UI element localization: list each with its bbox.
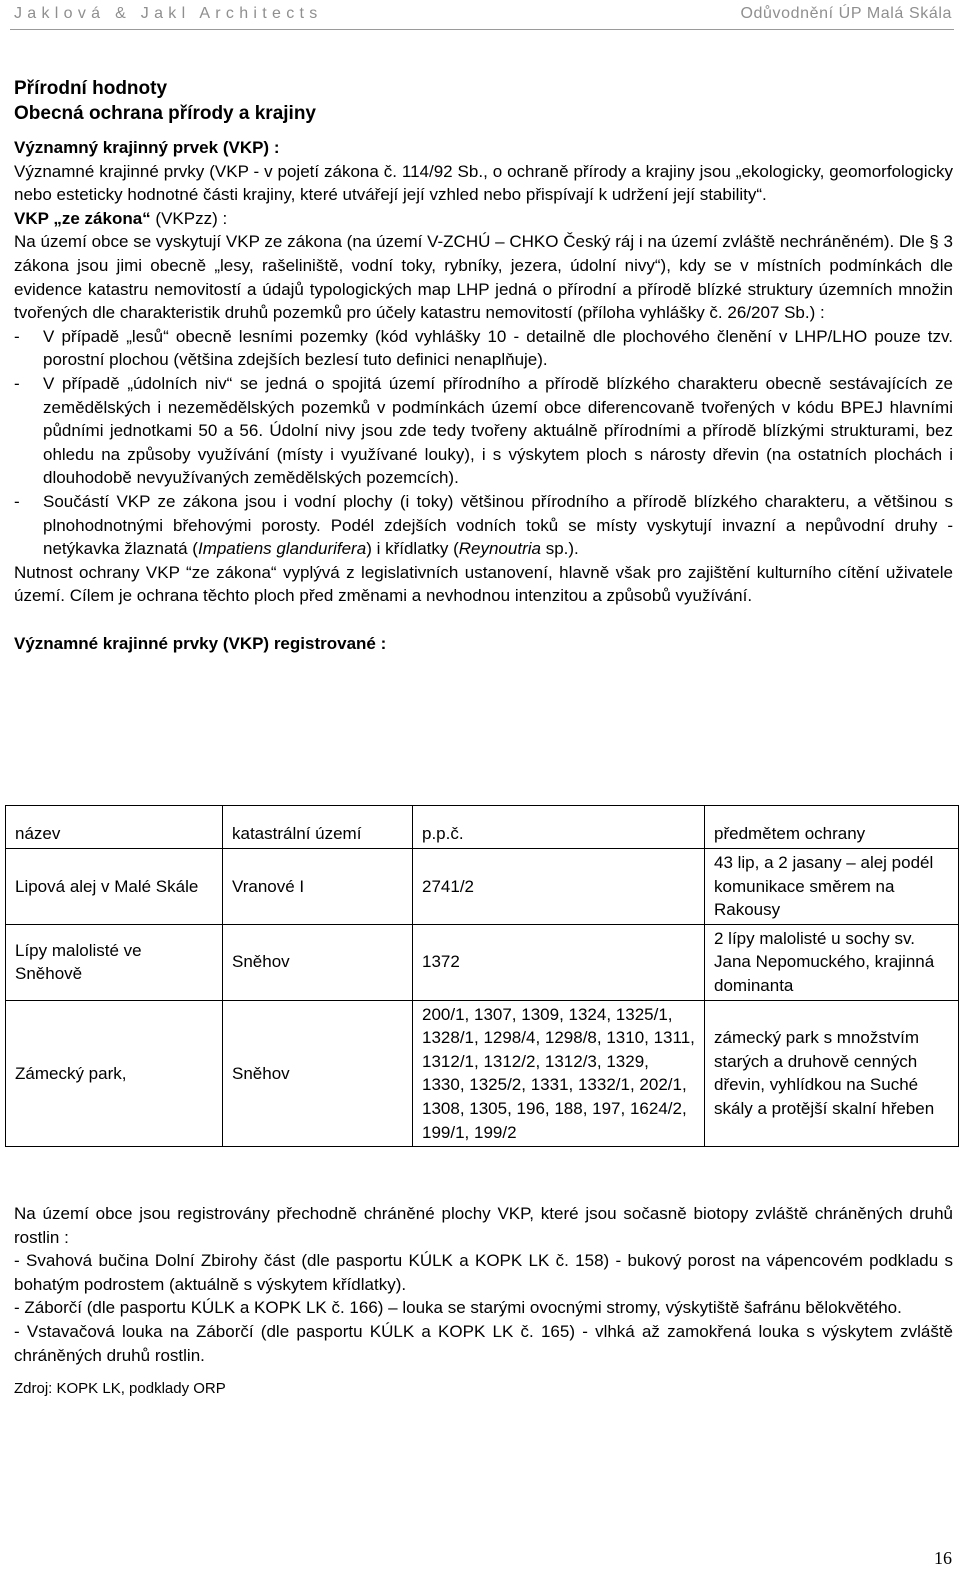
source-note: Zdroj: KOPK LK, podklady ORP [14,1380,226,1398]
list-item-floodplains-text: V případě „údolních niv“ se jedná o spojitá území přírodního a přírodě blízkého charakteru obecně sestávajících ze zemědělských i nezemědělských pozemků v podmínkách území obce diferencovaně tvořených v kódu BPEJ hlavními půdními jednotkami 50 a 56. Údolní nivy jsou zde tedy tvořeny aktuálně přírodními a přírodě blízkými strukturami, bez ohledu na způsoby využívání (místy i využívané louky), i s výskytem ploch s nárosty dřevin (na ostatních plochách i dlouhodobě nevyužívaných zemědělských pozemcích). [43,373,953,488]
species-impatiens: Impatiens glandurifera [197,539,367,559]
temporary-vkp-item: - Svahová bučina Dolní Zbirohy část (dle pasportu KÚLK a KOPK LK č. 158) - bukový porost na vápencovém podkladu s bohatým podrostem (aktuálně s výskytem křídlatky). [14,1251,953,1294]
list-item-floodplains [14,372,953,490]
section-subtitle: Obecná ochrana přírody a krajiny [14,103,316,124]
header-company: Jaklová & Jakl Architects [14,5,323,22]
main-content [14,76,953,655]
table-cell: 2741/2 [413,849,705,925]
header-divider [10,29,954,30]
vkp-zz-paragraph: Na území obce se vyskytují VKP ze zákona (na území V-ZCHÚ – CHKO Český ráj i na území zvláště nechráněném). Dle § 3 zákona jsou jimi obecně „lesy, rašeliniště, vodní toky, rybníky, jezera, údolní nivy“), kdy se v místních podmínkách dle evidence katastru nemovitostí a údajů typologických map LHP jedná o přírodní a přírodě blízké struktury územních množin tvořených dle charakteristik druhů pozemků pro účely katastru nemovitostí (příloha vyhlášky č. 26/207 Sb.) : [14,232,953,323]
list-dash: - [14,326,20,346]
water-text-c: sp.). [540,539,579,559]
table-header-name: název [6,806,223,849]
table-cell: Lipová alej v Malé Skále [6,849,223,925]
temporary-vkp-item: - Vstavačová louka na Záborčí (dle pasportu KÚLK a KOPK LK č. 165) - vlhká až zamokřená louka s výskytem zvláště chráněných druhů rostlin. [14,1321,953,1365]
list-dash: - [14,491,20,511]
vkp-heading: Významný krajinný prvek (VKP) : [14,138,280,157]
vkp-zz-heading [14,207,953,231]
table-row [6,1000,959,1147]
list-item-water-text [43,492,953,558]
vkp-zz-heading-rest: (VKPzz) : [150,208,228,228]
table-header-protection: předmětem ochrany [705,806,959,849]
table-header-parcel: p.p.č. [413,806,705,849]
header-document-title: Odůvodnění ÚP Malá Skála [740,5,952,22]
table-cell: 1372 [413,924,705,1000]
list-dash: - [14,373,20,393]
table-cell: Sněhov [223,1000,413,1147]
table-cell: 43 lip, a 2 jasany – alej podél komunikace směrem na Rakousy [705,849,959,925]
temporary-vkp-intro: Na území obce jsou registrovány přechodně chráněné plochy VKP, které jsou sočasně biotopy zvláště chráněných druhů rostlin : [14,1204,953,1247]
vkp-registered-table [5,805,959,1147]
page-header [0,0,960,30]
water-text-a: Součástí VKP ze zákona jsou i vodní plochy (i toky) většinou přírodního a přírodě blízkého charakteru, a většinou s plnohodnotnými břehovými porosty. Podél zdejších vodních toků se místy vyskytují invazní a nepůvodní druhy - netýkavka žlaznatá ( [43,491,953,559]
table-cell: Lípy malolisté ve Sněhově [6,924,223,1000]
page-number: 16 [934,1548,952,1568]
temporary-vkp-section [14,1202,953,1401]
table-row [6,924,959,1000]
table-cell: 200/1, 1307, 1309, 1324, 1325/1, 1328/1, 1298/4, 1298/8, 1310, 1311, 1312/1, 1312/2, 1312/3, 1329, 1330, 1325/2, 1331, 1332/1, 202/1, 1308, 1305, 196, 188, 197, 1624/2, 199/1, 199/2 [413,1000,705,1147]
table-cell: Zámecký park, [6,1000,223,1147]
table-cell: zámecký park s množstvím starých a druhově cenných dřevin, vyhlídkou na Suché skály a protější skalní hřeben [705,1000,959,1147]
table-row [6,849,959,925]
temporary-vkp-item: - Záborčí (dle pasportu KÚLK a KOPK LK č. 166) – louka se starými ovocnými stromy, výskytiště šafránu bělokvětého. [14,1298,902,1318]
vkp-definition: Významné krajinné prvky (VKP - v pojetí zákona č. 114/92 Sb., o ochraně přírody a krajiny jsou „ekologicky, geomorfologicky nebo esteticky hodnotné části krajiny, které utvářejí její vzhled nebo přispívají k udržení její stability“. [14,161,953,205]
water-text-b: ) i křídlatky ( [366,539,459,559]
table-cell: Vranové I [223,849,413,925]
list-item-forests [14,325,953,372]
table-header-row [6,806,959,849]
species-reynoutria: Reynoutria [458,539,541,559]
list-item-forests-text: V případě „lesů“ obecně lesními pozemky (kód vyhlášky 10 - detailně dle plochového členění v LHP/LHO pouze tzv. porostní plochou (většina zdejších bezlesí tuto definici nenaplňuje). [43,326,953,370]
vkp-necessity: Nutnost ochrany VKP “ze zákona“ vyplývá z legislativních ustanovení, hlavně však pro zajištění kulturního cítění uživatele území. Cílem je ochrana těchto ploch před změnami a nevhodnou intenzitou a způsobů využívání. [14,562,953,606]
list-item-water [14,490,953,561]
table-header-cadastral: katastrální území [223,806,413,849]
vkp-zz-heading-bold: VKP „ze zákona“ [14,208,151,228]
table-cell: Sněhov [223,924,413,1000]
table-cell: 2 lípy malolisté u sochy sv. Jana Nepomuckého, krajinná dominanta [705,924,959,1000]
section-title: Přírodní hodnoty [14,78,168,99]
vkp-registered-heading: Významné krajinné prvky (VKP) registrované : [14,633,387,653]
